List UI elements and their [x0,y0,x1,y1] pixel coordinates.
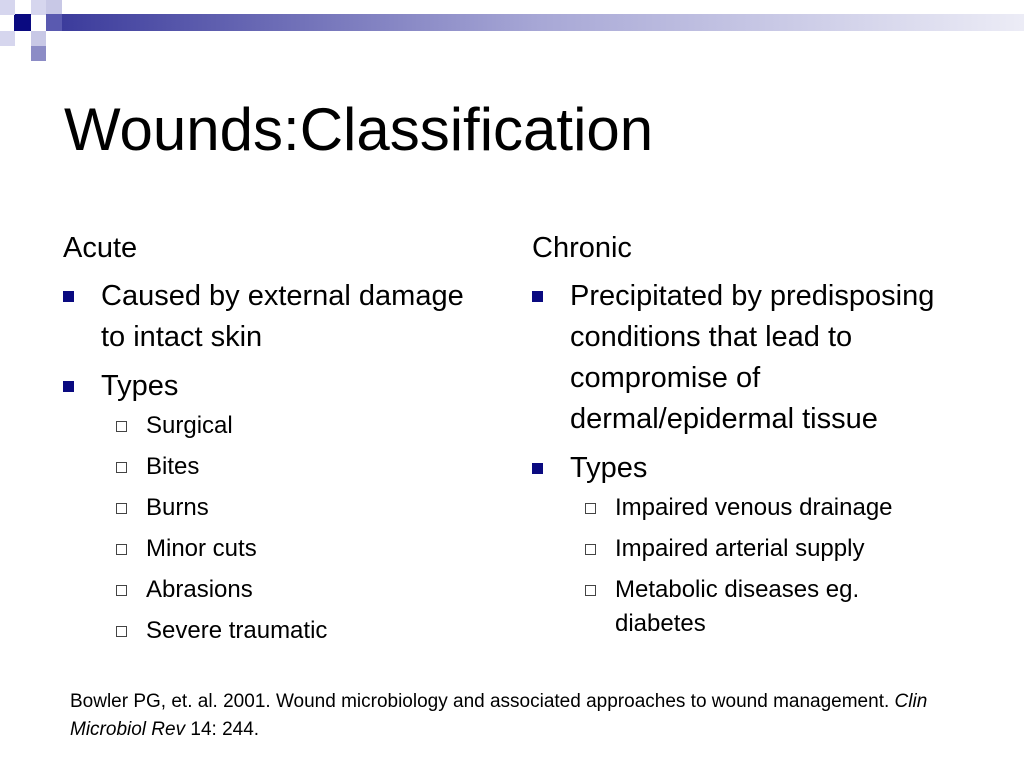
hollow-square-bullet-icon [585,585,596,596]
bullet-item [63,366,483,407]
square-bullet-icon [63,291,74,302]
bullet-text: Types [101,370,179,402]
sub-bullet-text: Metabolic diseases eg. diabetes [615,576,860,637]
acute-column [63,228,483,655]
sub-bullet-item [63,573,483,607]
deco-square-mid [31,46,46,61]
bullet-text: Precipitated by predisposing conditions that lead to compromise of dermal/epidermal tissue [570,280,935,435]
sub-bullet-item [63,450,483,484]
square-bullet-icon [63,381,74,392]
hollow-square-bullet-icon [116,626,127,637]
hollow-square-bullet-icon [585,544,596,555]
acute-types-list [63,409,483,648]
reference-journal: Clin Microbiol Rev [70,691,928,740]
sub-bullet-text: Minor cuts [146,535,257,562]
deco-square-light [0,0,15,15]
deco-square-mid [46,14,62,31]
acute-heading: Acute [63,232,138,264]
sub-bullet-item [63,409,483,443]
sub-bullet-text: Abrasions [146,576,253,603]
bullet-text: Types [570,452,648,484]
sub-bullet-item [63,491,483,525]
square-bullet-icon [532,291,543,302]
sub-bullet-text: Surgical [146,412,233,439]
chronic-heading: Chronic [532,232,632,264]
sub-bullet-item [532,532,952,566]
hollow-square-bullet-icon [116,585,127,596]
square-bullet-icon [532,463,543,474]
hollow-square-bullet-icon [116,503,127,514]
reference-citation [70,688,970,744]
deco-square-light [31,0,46,15]
bullet-text: Caused by external damage to intact skin [101,280,464,353]
bullet-item [532,448,952,489]
header-gradient-band [62,14,1024,31]
chronic-column [532,228,952,648]
deco-square-light [46,0,62,14]
sub-bullet-item [532,573,952,641]
sub-bullet-text: Severe traumatic [146,617,328,644]
chronic-types-list [532,491,952,641]
reference-text: Bowler PG, et. al. 2001. Wound microbiology and associated approaches to wound management. [70,691,895,712]
sub-bullet-text: Impaired arterial supply [615,535,865,562]
hollow-square-bullet-icon [116,462,127,473]
deco-square-light [31,31,46,46]
sub-bullet-text: Impaired venous drainage [615,494,893,521]
slide-title: Wounds:Classification [64,96,654,163]
deco-square-light [0,31,15,46]
reference-volume: 14: 244. [185,719,260,740]
hollow-square-bullet-icon [116,421,127,432]
header-decoration [0,0,1024,70]
sub-bullet-item [63,614,483,648]
bullet-item [532,276,952,440]
sub-bullet-item [532,491,952,525]
deco-square-dark [14,14,31,31]
bullet-item [63,276,483,358]
sub-bullet-text: Burns [146,494,209,521]
sub-bullet-text: Bites [146,453,200,480]
hollow-square-bullet-icon [585,503,596,514]
hollow-square-bullet-icon [116,544,127,555]
sub-bullet-item [63,532,483,566]
